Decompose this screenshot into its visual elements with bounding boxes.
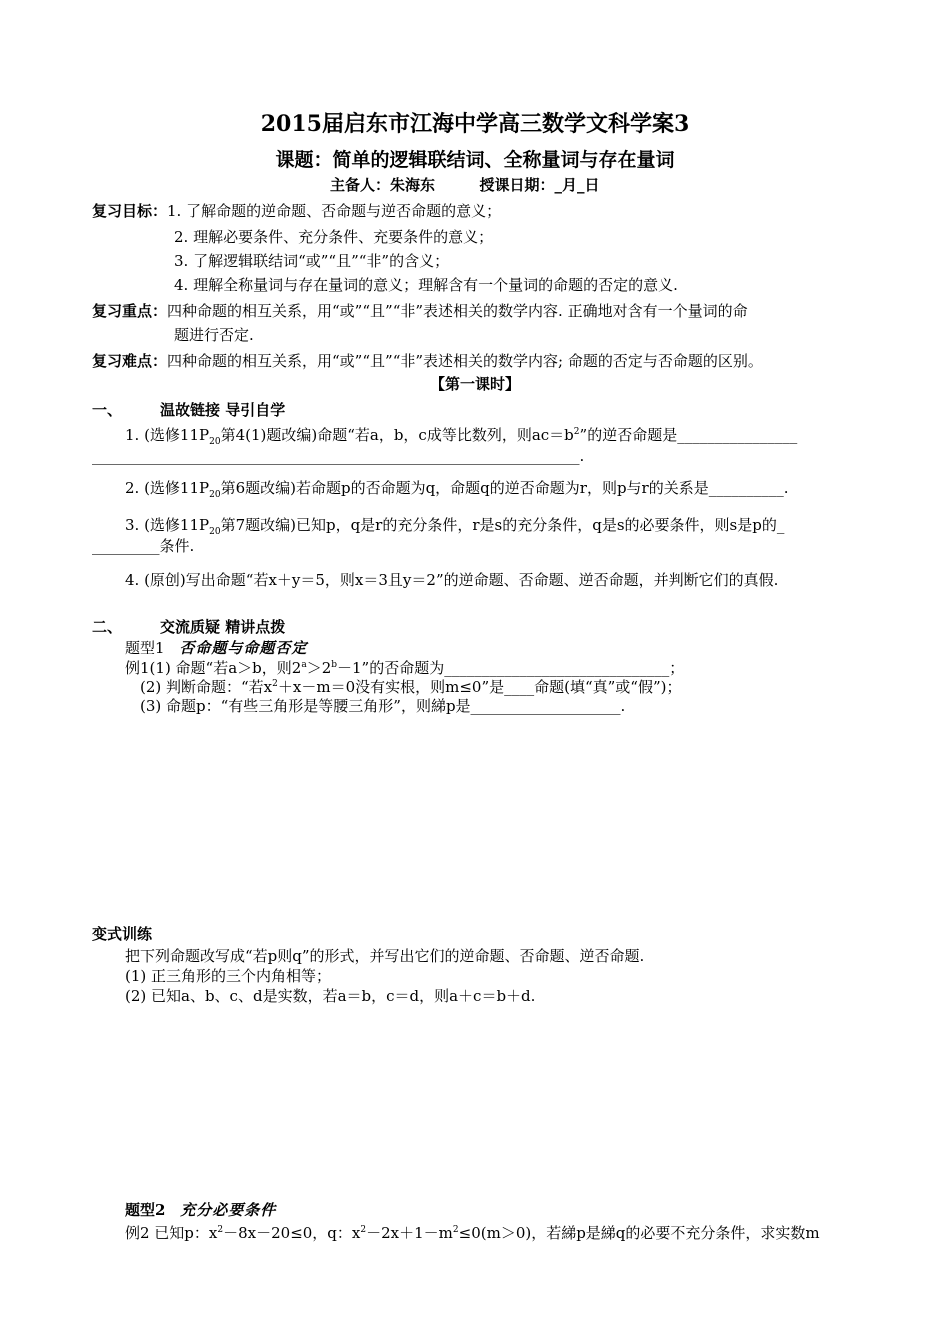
example-2: 例2 已知p：$x^2-8x-20\le 0$，q：$x^2-2x+1-m^2\le 0(m>0)$，若綈p是綈q的必要不充分条件，求实数m [125, 1224, 820, 1242]
lesson-topic: 课题：简单的逻辑联结词、全称量词与存在量词 [275, 149, 675, 171]
section-1-number: 一、 [92, 401, 123, 419]
section-2-number: 二、 [92, 618, 123, 636]
date-label: 授课日期： [479, 176, 555, 194]
keypoints-text: 四种命题的相互关系，用“或”“且”“非”表述相关的数学内容. 正确地对含有一个量词的命 [167, 302, 748, 320]
type-2-label: 题型2 [125, 1201, 166, 1219]
example-1-part-1: 例1(1) 命题“若a＞b，则$2^a>2^b-1$”的否命题为______________________________； [125, 659, 685, 677]
type-1-label: 题型1 [125, 639, 165, 657]
difficulties-line [92, 351, 763, 371]
question-type-1 [125, 638, 307, 658]
question-1: 1. (选修$11P_{20}$第4(1)题改编)命题“若a，b，c成等比数列，则$ac=b^2$”的逆否命题是________________ [125, 426, 798, 447]
goal-line-1 [92, 201, 501, 221]
section-2-title: 交流质疑 精讲点拨 [160, 618, 286, 636]
keypoints-line-1 [92, 301, 748, 321]
preparer-label: 主备人： [330, 176, 391, 194]
goals-label: 复习目标： [92, 202, 168, 220]
goal-item: 1. 了解命题的逆命题、否命题与逆否命题的意义； [167, 202, 502, 220]
example-1-part-2: (2) 判断命题：“若$x^2+x-m=0$没有实根，则m≤0”是____命题(填“真”或“假”)； [140, 678, 682, 696]
variant-intro: 把下列命题改写成“若p则q”的形式，并写出它们的逆命题、否命题、逆否命题. [125, 947, 645, 965]
difficulties-label: 复习难点： [92, 352, 168, 370]
variant-training-heading: 变式训练 [92, 925, 153, 943]
keypoints-text-cont: 题进行否定. [174, 326, 254, 344]
example-1-part-3: (3) 命题p：“有些三角形是等腰三角形”，则綈p是____________________. [140, 697, 626, 715]
preparer-line [330, 175, 600, 195]
page-title: 2015届启东市江海中学高三数学文科学案3 [260, 111, 690, 137]
lesson-date: _月_日 [554, 176, 600, 194]
goal-item: 4. 理解全称量词与存在量词的意义；理解含有一个量词的命题的否定的意义. [174, 276, 678, 294]
question-2: 2. (选修$11P_{20}$第6题改编)若命题p的否命题为q，命题q的逆否命题为r，则p与r的关系是__________. [125, 479, 789, 500]
question-3-answer-blank[interactable]: _________条件. [92, 537, 195, 555]
section-1-title: 温故链接 导引自学 [160, 401, 286, 419]
goal-item: 3. 了解逻辑联结词“或”“且”“非”的含义； [174, 252, 450, 270]
question-type-2 [125, 1200, 276, 1220]
type-1-name: 否命题与命题否定 [179, 639, 308, 657]
type-2-name: 充分必要条件 [180, 1201, 277, 1219]
question-1-answer-blank[interactable]: _________________________________________________________________. [92, 447, 585, 465]
keypoints-label: 复习重点： [92, 302, 168, 320]
preparer-name: 朱海东 [390, 176, 436, 194]
question-3: 3. (选修$11P_{20}$第7题改编)已知p，q是r的充分条件，r是s的充分条件，q是s的必要条件，则s是p的_ [125, 516, 785, 537]
goal-item: 2. 理解必要条件、充分条件、充要条件的意义； [174, 228, 494, 246]
lesson-period-heading: 【第一课时】 [429, 375, 520, 393]
variant-item-1: (1) 正三角形的三个内角相等； [125, 967, 332, 985]
variant-item-2: (2) 已知a、b、c、d是实数，若a＝b，c＝d，则a＋c＝b＋d. [125, 987, 536, 1005]
difficulties-text: 四种命题的相互关系，用“或”“且”“非”表述相关的数学内容; 命题的否定与否命题的区别。 [167, 352, 763, 370]
question-4: 4. (原创)写出命题“若x＋y＝5，则x＝3且y＝2”的逆命题、否命题、逆否命题，并判断它们的真假. [125, 571, 779, 589]
